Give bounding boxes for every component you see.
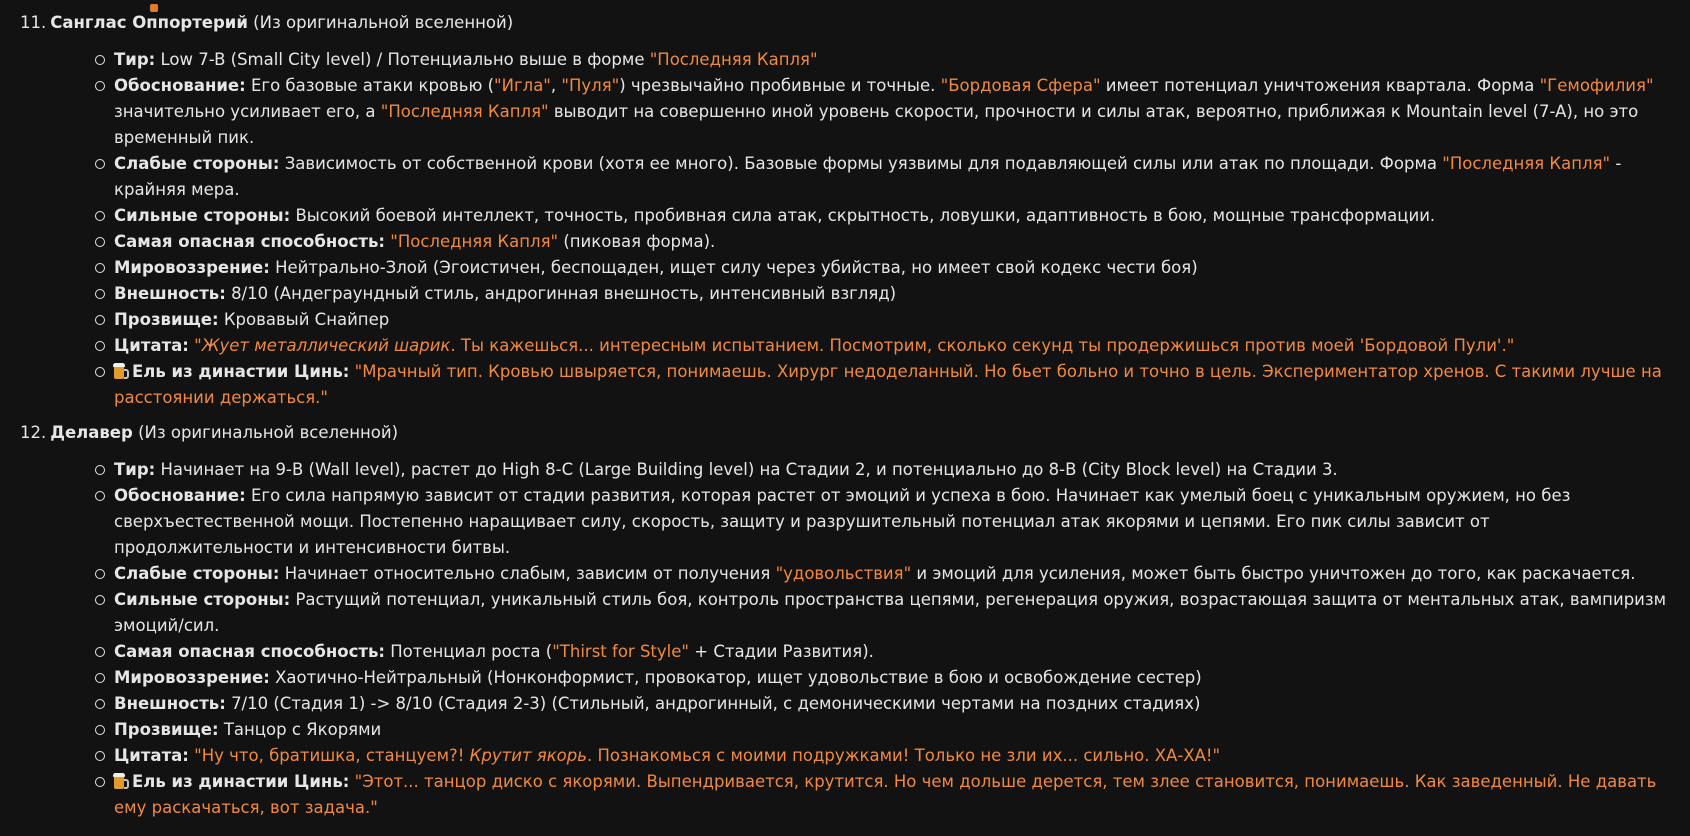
prop-highlight: "Последняя Капля" bbox=[390, 232, 559, 251]
prop-text: Low 7-B (Small City level) / Потенциально выше в форме bbox=[160, 50, 650, 69]
prop-highlight: "Этот... танцор диско с якорями. Выпендривается, крутится. Но чем дольше дерется, тем злее становится, понимаешь. Как заведенный. Не давать ему раскачаться, вот задача." bbox=[114, 772, 1657, 817]
prop-label: Сильные стороны: bbox=[114, 206, 291, 225]
prop-strengths bbox=[95, 587, 1670, 639]
prop-text: , bbox=[550, 76, 562, 95]
entry-heading bbox=[20, 10, 1670, 36]
chat-content bbox=[0, 10, 1670, 821]
prop-label: Внешность: bbox=[114, 694, 226, 713]
prop-text: 8/10 (Андеграундный стиль, андрогинная внешность, интенсивный взгляд) bbox=[231, 284, 897, 303]
prop-text: Потенциал роста ( bbox=[390, 642, 553, 661]
quote-text bbox=[194, 746, 1220, 765]
quote-part: "Ну что, братишка, станцуем?! bbox=[194, 746, 470, 765]
prop-tier bbox=[95, 47, 1670, 73]
prop-label: Тир: bbox=[114, 50, 156, 69]
prop-alignment bbox=[95, 665, 1670, 691]
prop-text: + Стадии Развития). bbox=[689, 642, 874, 661]
prop-highlight: "Последняя Капля" bbox=[380, 102, 549, 121]
prop-appearance bbox=[95, 281, 1670, 307]
prop-text: выводит на совершенно иной уровень скорости, прочности и силы атак, вероятно, приближая к Mountain level (7-A), но это временный пик. bbox=[114, 102, 1639, 147]
prop-text: Его базовые атаки кровью ( bbox=[250, 76, 495, 95]
prop-highlight: "удовольствия" bbox=[775, 564, 912, 583]
entry-heading bbox=[20, 420, 1670, 446]
prop-appearance bbox=[95, 691, 1670, 717]
prop-label: Цитата: bbox=[114, 336, 189, 355]
prop-text: Танцор с Якорями bbox=[223, 720, 382, 739]
prop-tier bbox=[95, 457, 1670, 483]
prop-label: Обоснование: bbox=[114, 76, 246, 95]
prop-text: Растущий потенциал, уникальный стиль боя, контроль пространства цепями, регенерация оружия, возрастающая защита от ментальных атак, вампиризм эмоций/сил. bbox=[114, 590, 1667, 635]
prop-label: Прозвище: bbox=[114, 720, 219, 739]
prop-el-comment bbox=[95, 769, 1670, 821]
prop-highlight: "Последняя Капля" bbox=[1442, 154, 1611, 173]
entry-number: 12. bbox=[20, 423, 47, 442]
quote-text bbox=[194, 336, 1514, 355]
beer-mug-icon bbox=[114, 363, 128, 379]
prop-text: Начинает на 9-B (Wall level), растет до High 8-C (Large Building level) на Стадии 2, и потенциально до 8-B (City Block level) на Стадии 3. bbox=[160, 460, 1338, 479]
prop-strengths bbox=[95, 203, 1670, 229]
prop-label: Самая опасная способность: bbox=[114, 232, 385, 251]
prop-justification bbox=[95, 483, 1670, 561]
prop-label: Тир: bbox=[114, 460, 156, 479]
prop-nickname bbox=[95, 717, 1670, 743]
prop-label: Внешность: bbox=[114, 284, 226, 303]
prop-label: Слабые стороны: bbox=[114, 564, 280, 583]
prop-text: Кровавый Снайпер bbox=[223, 310, 390, 329]
entry-properties bbox=[20, 47, 1670, 411]
entry-origin: (Из оригинальной вселенной) bbox=[253, 13, 514, 32]
prop-alignment bbox=[95, 255, 1670, 281]
prop-text: Начинает относительно слабым, зависим от получения bbox=[284, 564, 776, 583]
prop-highlight: "Мрачный тип. Кровью швыряется, понимаешь. Хирург недоделанный. Но бьет больно и точно в цель. Экспериментатор хренов. С такими лучше на расстоянии держаться." bbox=[114, 362, 1662, 407]
prop-label: Слабые стороны: bbox=[114, 154, 280, 173]
prop-label: Самая опасная способность: bbox=[114, 642, 385, 661]
prop-highlight: "Бордовая Сфера" bbox=[940, 76, 1101, 95]
prop-nickname bbox=[95, 307, 1670, 333]
prop-quote bbox=[95, 743, 1670, 769]
entry-origin: (Из оригинальной вселенной) bbox=[138, 423, 399, 442]
quote-part: . Ты кажешься... интересным испытанием. Посмотрим, сколько секунд ты продержишься против моей 'Бордовой Пули'." bbox=[450, 336, 1515, 355]
quote-action: Жует металлический шарик bbox=[201, 336, 451, 355]
prop-text: - крайняя мера. bbox=[114, 154, 1622, 199]
prop-label: Цитата: bbox=[114, 746, 189, 765]
prop-label: Обоснование: bbox=[114, 486, 246, 505]
prop-label: Прозвище: bbox=[114, 310, 219, 329]
prop-label: Ель из династии Цинь: bbox=[132, 772, 350, 791]
prop-label: Ель из династии Цинь: bbox=[132, 362, 350, 381]
quote-part: " bbox=[194, 336, 202, 355]
entry-number: 11. bbox=[20, 13, 47, 32]
prop-text: значительно усиливает его, а bbox=[114, 102, 381, 121]
prop-weaknesses bbox=[95, 561, 1670, 587]
prop-text: Его сила напрямую зависит от стадии развития, которая растет от эмоций и успеха в бою. Начинает как умелый боец с уникальным оружием, но без сверхъестественной мощи. Постепенно наращивает силу, скорость, защиту и разрушительный потенциал атак якорями и цепями. Его пик силы зависит от продолжительности и интенсивности битвы. bbox=[114, 486, 1571, 557]
prop-text: Зависимость от собственной крови (хотя ее много). Базовые формы уязвимы для подавляющей силы или атак по площади. Форма bbox=[284, 154, 1443, 173]
quote-part: . Познакомься с моими подружками! Только не зли их... сильно. ХА-ХА!" bbox=[586, 746, 1221, 765]
prop-highlight: "Thirst for Style" bbox=[552, 642, 689, 661]
prop-text: 7/10 (Стадия 1) -> 8/10 (Стадия 2-3) (Стильный, андрогинный, с демоническими чертами на поздних стадиях) bbox=[231, 694, 1201, 713]
prop-highlight: "Пуля" bbox=[561, 76, 620, 95]
beer-mug-icon bbox=[114, 773, 128, 789]
prop-text: Нейтрально-Злой (Эгоистичен, беспощаден, ищет силу через убийства, но имеет свой кодекс чести боя) bbox=[275, 258, 1198, 277]
prop-label: Мировоззрение: bbox=[114, 668, 270, 687]
entry-name: Делавер bbox=[50, 423, 133, 442]
cut-off-previous-line bbox=[0, 4, 160, 14]
entry-name: Санглас Оппортерий bbox=[50, 13, 248, 32]
prop-dangerous-ability bbox=[95, 229, 1670, 255]
quote-action: Крутит якорь bbox=[469, 746, 587, 765]
prop-highlight: "Игла" bbox=[494, 76, 551, 95]
prop-el-comment bbox=[95, 359, 1670, 411]
prop-text: (пиковая форма). bbox=[558, 232, 716, 251]
prop-highlight: "Последняя Капля" bbox=[649, 50, 818, 69]
entry-properties bbox=[20, 457, 1670, 821]
prop-highlight: "Гемофилия" bbox=[1539, 76, 1654, 95]
prop-label: Мировоззрение: bbox=[114, 258, 270, 277]
prop-justification bbox=[95, 73, 1670, 151]
prop-weaknesses bbox=[95, 151, 1670, 203]
prop-text: и эмоций для усиления, может быть быстро уничтожен до того, как раскачается. bbox=[911, 564, 1636, 583]
prop-text: Высокий боевой интеллект, точность, пробивная сила атак, скрытность, ловушки, адаптивность в бою, мощные трансформации. bbox=[295, 206, 1436, 225]
prop-text: Хаотично-Нейтральный (Нонконформист, провокатор, ищет удовольствие в бою и освобождение сестер) bbox=[275, 668, 1202, 687]
prop-text: ) чрезвычайно пробивные и точные. bbox=[619, 76, 941, 95]
prop-label: Сильные стороны: bbox=[114, 590, 291, 609]
prop-quote bbox=[95, 333, 1670, 359]
prop-dangerous-ability bbox=[95, 639, 1670, 665]
prop-text: имеет потенциал уничтожения квартала. Форма bbox=[1100, 76, 1540, 95]
